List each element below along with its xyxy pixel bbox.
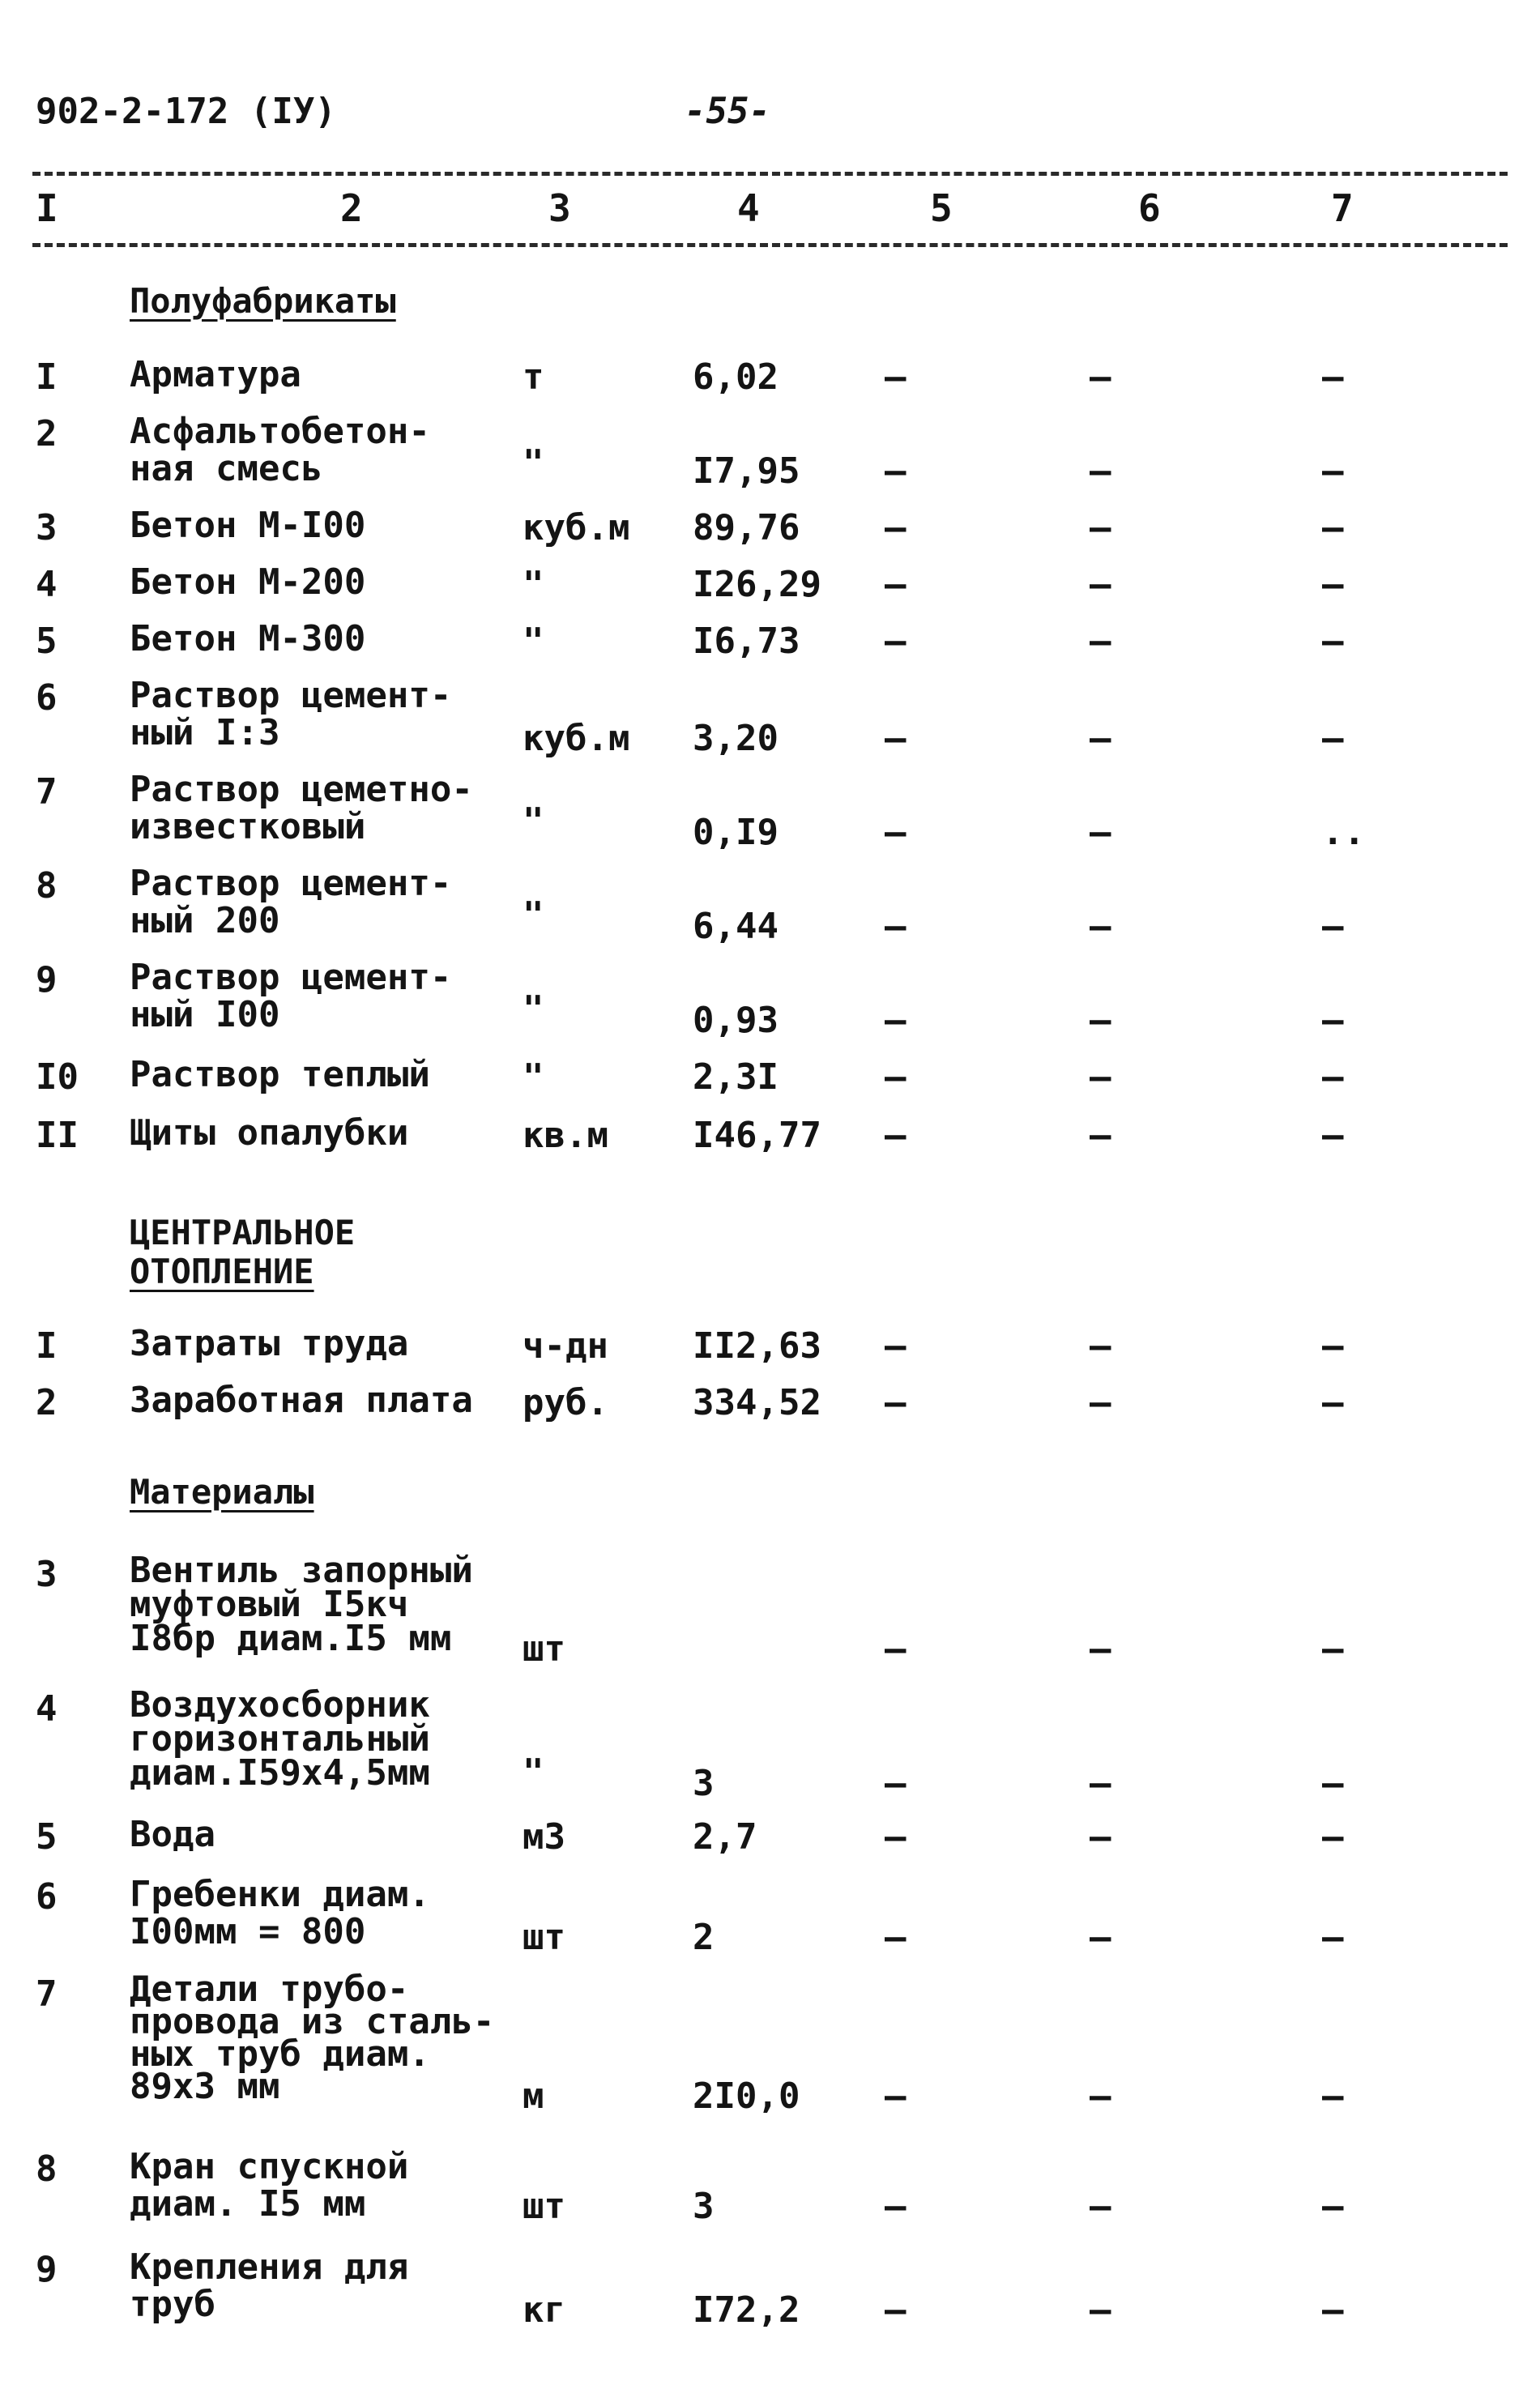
- row-unit: ": [523, 800, 544, 842]
- row-quantity: I72,2: [693, 2289, 800, 2331]
- section-title-heating-line1: ЦЕНТРАЛЬНОЕ: [130, 1213, 356, 1252]
- row-unit: ": [523, 988, 544, 1030]
- row-number: 3: [36, 507, 58, 548]
- row-unit: шт: [523, 2186, 565, 2227]
- row-col6: –: [1090, 2289, 1111, 2331]
- row-col5: –: [885, 1628, 907, 1670]
- row-unit: ": [523, 1056, 544, 1098]
- row-name: Раствор цеметно- известковый: [130, 769, 473, 847]
- row-col6: –: [1090, 450, 1111, 492]
- row-quantity: 2,3I: [693, 1056, 779, 1098]
- col-header-2: 2: [340, 186, 363, 230]
- row-quantity: 6,44: [693, 906, 779, 947]
- row-quantity: 89,76: [693, 507, 800, 548]
- row-name: Затраты труда: [130, 1323, 409, 1364]
- row-name: Детали трубо- провода из сталь- ных труб диам. 89х3 мм: [130, 1969, 495, 2107]
- row-unit: кг: [523, 2289, 565, 2331]
- row-quantity: I7,95: [693, 450, 800, 492]
- row-col5: –: [885, 356, 907, 398]
- row-quantity: 3: [693, 1763, 715, 1804]
- row-number: 9: [36, 2249, 58, 2290]
- row-number: I: [36, 1325, 58, 1367]
- row-col7: ..: [1322, 812, 1365, 853]
- row-unit: шт: [523, 1917, 565, 1958]
- row-col6: –: [1090, 2076, 1111, 2117]
- row-name: Бетон М-200: [130, 561, 366, 603]
- row-number: 6: [36, 1876, 58, 1918]
- row-quantity: 0,93: [693, 1000, 779, 1041]
- row-col7: –: [1322, 1115, 1344, 1156]
- row-number: I: [36, 356, 58, 398]
- row-col7: –: [1322, 621, 1344, 662]
- row-col6: –: [1090, 356, 1111, 398]
- row-name: Крепления для труб: [130, 2246, 409, 2325]
- row-col6: –: [1090, 1628, 1111, 1670]
- row-col7: –: [1322, 1325, 1344, 1367]
- row-col6: –: [1090, 1382, 1111, 1423]
- row-col7: –: [1322, 1056, 1344, 1098]
- row-col5: –: [885, 450, 907, 492]
- row-unit: ": [523, 1751, 544, 1793]
- row-name: Раствор цемент- ный I00: [130, 957, 452, 1035]
- row-name: Щиты опалубки: [130, 1112, 409, 1154]
- row-name: Раствор цемент- ный 200: [130, 863, 452, 941]
- row-col5: –: [885, 2289, 907, 2331]
- row-number: 5: [36, 621, 58, 662]
- row-col7: –: [1322, 718, 1344, 759]
- row-name: Кран спускной диам. I5 мм: [130, 2146, 409, 2225]
- col-header-6: 6: [1138, 186, 1161, 230]
- section-title-semifinished: Полуфабрикаты: [130, 281, 396, 321]
- row-col6: –: [1090, 564, 1111, 605]
- row-quantity: I46,77: [693, 1115, 821, 1156]
- row-col5: –: [885, 812, 907, 853]
- row-col5: –: [885, 621, 907, 662]
- row-quantity: 6,02: [693, 356, 779, 398]
- row-unit: ": [523, 564, 544, 605]
- row-unit: шт: [523, 1628, 565, 1670]
- row-number: 5: [36, 1816, 58, 1858]
- row-number: 3: [36, 1554, 58, 1595]
- row-quantity: II2,63: [693, 1325, 821, 1367]
- row-col6: –: [1090, 812, 1111, 853]
- row-col6: –: [1090, 906, 1111, 947]
- row-unit: ": [523, 894, 544, 936]
- doc-code: 902-2-172 (IУ): [36, 91, 336, 132]
- row-col7: –: [1322, 564, 1344, 605]
- row-number: 7: [36, 1973, 58, 2015]
- row-col7: –: [1322, 2186, 1344, 2227]
- row-number: 2: [36, 1382, 58, 1423]
- row-name: Раствор цемент- ный I:3: [130, 675, 452, 753]
- row-unit: т: [523, 356, 544, 398]
- table-header-rule: [32, 243, 1508, 247]
- row-col5: –: [885, 2076, 907, 2117]
- row-unit: кв.м: [523, 1115, 608, 1156]
- row-col5: –: [885, 1917, 907, 1958]
- col-header-7: 7: [1331, 186, 1354, 230]
- row-quantity: I26,29: [693, 564, 821, 605]
- row-quantity: 3: [693, 2186, 715, 2227]
- row-col7: –: [1322, 450, 1344, 492]
- row-unit: м3: [523, 1816, 565, 1858]
- row-unit: куб.м: [523, 718, 630, 759]
- row-col6: –: [1090, 1917, 1111, 1958]
- row-col6: –: [1090, 1000, 1111, 1041]
- row-col5: –: [885, 1763, 907, 1804]
- row-col7: –: [1322, 507, 1344, 548]
- row-col6: –: [1090, 718, 1111, 759]
- row-name: Вода: [130, 1814, 215, 1855]
- row-col7: –: [1322, 1763, 1344, 1804]
- row-col5: –: [885, 1382, 907, 1423]
- row-name: Асфальтобетон- ная смесь: [130, 411, 430, 489]
- row-col5: –: [885, 2186, 907, 2227]
- row-col7: –: [1322, 2289, 1344, 2331]
- row-unit: м: [523, 2076, 544, 2117]
- row-col7: –: [1322, 1000, 1344, 1041]
- row-unit: ": [523, 442, 544, 484]
- row-col5: –: [885, 1000, 907, 1041]
- row-name: Вентиль запорный муфтовый I5кч I8бр диам.I5 мм: [130, 1550, 473, 1659]
- col-header-3: 3: [548, 186, 571, 230]
- row-name: Заработная плата: [130, 1380, 473, 1421]
- row-col7: –: [1322, 1628, 1344, 1670]
- row-number: I0: [36, 1056, 79, 1098]
- row-col6: –: [1090, 1816, 1111, 1858]
- row-col5: –: [885, 1056, 907, 1098]
- row-col5: –: [885, 718, 907, 759]
- row-number: 9: [36, 959, 58, 1000]
- row-col5: –: [885, 1816, 907, 1858]
- row-col5: –: [885, 564, 907, 605]
- row-col7: –: [1322, 2076, 1344, 2117]
- row-number: 6: [36, 677, 58, 719]
- row-col6: –: [1090, 2186, 1111, 2227]
- section-title-heating-line2: ОТОПЛЕНИЕ: [130, 1252, 314, 1291]
- row-number: 2: [36, 413, 58, 454]
- row-name: Гребенки диам. I00мм = 800: [130, 1874, 430, 1952]
- col-header-5: 5: [930, 186, 953, 230]
- row-number: 4: [36, 1688, 58, 1730]
- row-col5: –: [885, 1325, 907, 1367]
- row-name: Арматура: [130, 354, 301, 395]
- row-name: Бетон М-I00: [130, 505, 366, 546]
- row-col7: –: [1322, 1917, 1344, 1958]
- row-number: 7: [36, 771, 58, 813]
- row-quantity: 2I0,0: [693, 2076, 800, 2117]
- row-col6: –: [1090, 507, 1111, 548]
- row-col6: –: [1090, 1056, 1111, 1098]
- row-quantity: 2,7: [693, 1816, 757, 1858]
- row-col7: –: [1322, 356, 1344, 398]
- row-col5: –: [885, 906, 907, 947]
- row-number: 4: [36, 564, 58, 605]
- col-header-4: 4: [737, 186, 760, 230]
- row-number: II: [36, 1115, 79, 1156]
- row-quantity: I6,73: [693, 621, 800, 662]
- row-col7: –: [1322, 1816, 1344, 1858]
- col-header-1: I: [36, 186, 58, 230]
- section-title-materials: Материалы: [130, 1472, 314, 1512]
- row-col7: –: [1322, 1382, 1344, 1423]
- row-name: Бетон М-300: [130, 618, 366, 659]
- row-col5: –: [885, 1115, 907, 1156]
- row-unit: руб.: [523, 1382, 608, 1423]
- row-unit: ": [523, 621, 544, 662]
- row-number: 8: [36, 2148, 58, 2190]
- row-quantity: 2: [693, 1917, 715, 1958]
- row-col6: –: [1090, 1325, 1111, 1367]
- row-col6: –: [1090, 621, 1111, 662]
- row-name: Раствор теплый: [130, 1054, 430, 1095]
- row-unit: ч-дн: [523, 1325, 608, 1367]
- row-col7: –: [1322, 906, 1344, 947]
- row-number: 8: [36, 865, 58, 907]
- row-unit: куб.м: [523, 507, 630, 548]
- row-quantity: 0,I9: [693, 812, 779, 853]
- row-col5: –: [885, 507, 907, 548]
- row-col6: –: [1090, 1115, 1111, 1156]
- row-col6: –: [1090, 1763, 1111, 1804]
- row-quantity: 334,52: [693, 1382, 821, 1423]
- table-top-rule: [32, 172, 1508, 176]
- row-quantity: 3,20: [693, 718, 779, 759]
- row-name: Воздухосборник горизонтальный диам.I59х4,5мм: [130, 1684, 430, 1794]
- page-number: -55-: [685, 91, 770, 132]
